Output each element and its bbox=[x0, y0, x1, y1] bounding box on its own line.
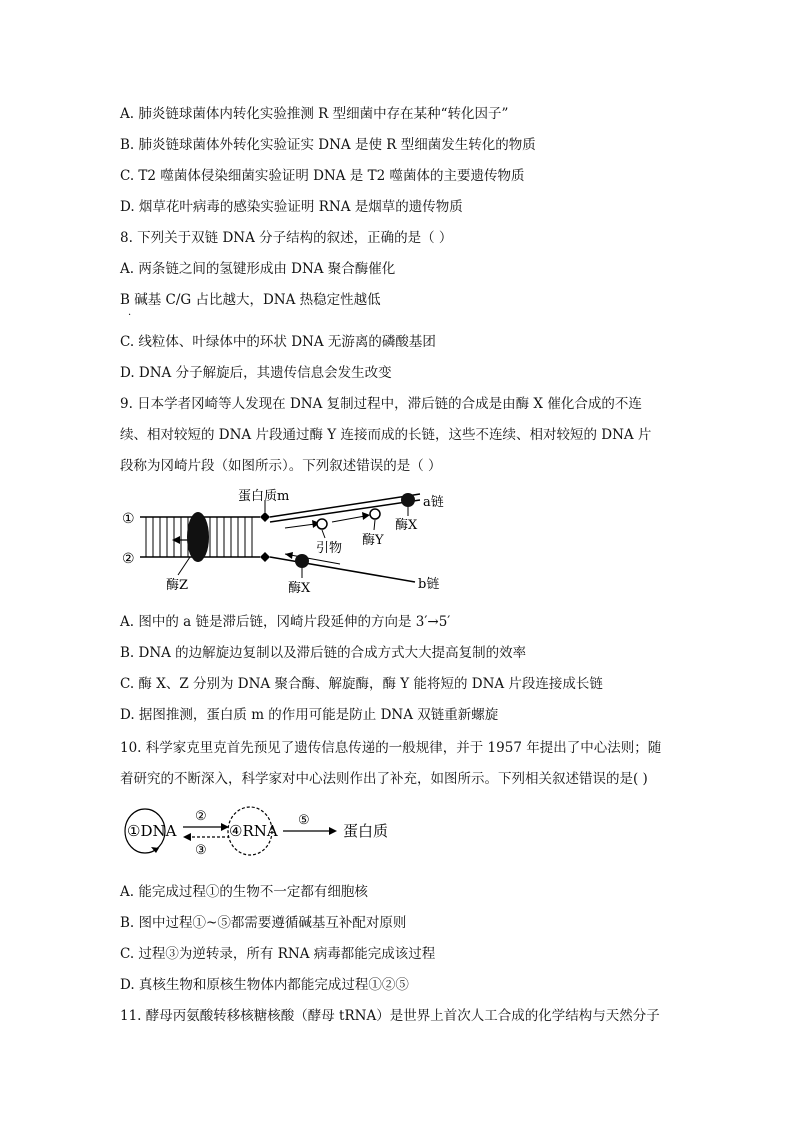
label-process-5: ⑤ bbox=[298, 813, 310, 828]
okazaki-diagram-svg bbox=[110, 482, 470, 602]
q10-stem-line-1: 10. 科学家克里克首先预见了遗传信息传递的一般规律，并于 1957 年提出了中心法则；随 bbox=[120, 740, 662, 756]
q8-stem: 8. 下列关于双链 DNA 分子结构的叙述，正确的是（ ） bbox=[120, 230, 453, 246]
label-b-chain: b链 bbox=[418, 577, 440, 592]
q8-option-c: C. 线粒体、叶绿体中的环状 DNA 无游离的磷酸基团 bbox=[120, 334, 436, 350]
q10-option-c: C. 过程③为逆转录，所有 RNA 病毒都能完成该过程 bbox=[120, 946, 436, 962]
q8-option-d: D. DNA 分子解旋后，其遗传信息会发生改变 bbox=[120, 365, 392, 381]
label-process-2: ② bbox=[195, 809, 207, 824]
q10-option-d: D. 真核生物和原核生物体内都能完成过程①②⑤ bbox=[120, 977, 409, 993]
label-enzyme-z: 酶Z bbox=[166, 578, 189, 593]
node-dna: ①DNA bbox=[127, 822, 177, 840]
okazaki-diagram bbox=[110, 482, 470, 602]
q9-option-d: D. 据图推测，蛋白质 m 的作用可能是防止 DNA 双链重新螺旋 bbox=[120, 707, 499, 723]
label-enzyme-y: 酶Y bbox=[362, 533, 384, 548]
label-a-chain: a链 bbox=[423, 495, 444, 510]
label-process-3: ③ bbox=[195, 843, 207, 858]
q11-stem: 11. 酵母丙氨酸转移核糖核酸（酵母 tRNA）是世界上首次人工合成的化学结构与天然分子 bbox=[120, 1008, 660, 1024]
label-strand-1: ① bbox=[122, 511, 135, 527]
q8-option-b: B 碱基 C/G 占比越大，DNA 热稳定性越低 bbox=[120, 292, 381, 308]
q9-stem-line-3: 段称为冈崎片段（如图所示）。下列叙述错误的是（ ） bbox=[120, 458, 442, 474]
node-rna: ④RNA bbox=[229, 822, 278, 840]
label-enzyme-x-top: 酶X bbox=[395, 518, 418, 533]
enzyme-z-shape bbox=[187, 512, 209, 562]
label-strand-2: ② bbox=[122, 551, 135, 567]
q7-option-a: A. 肺炎链球菌体内转化实验推测 R 型细菌中存在某种“转化因子” bbox=[120, 106, 509, 122]
central-dogma-svg bbox=[115, 800, 415, 862]
q9-stem-line-2: 续、相对较短的 DNA 片段通过酶 Y 连接而成的长链，这些不连续、相对较短的 DNA 片 bbox=[120, 427, 652, 443]
node-protein: 蛋白质 bbox=[343, 822, 389, 840]
q9-stem-line-1: 9. 日本学者冈崎等人发现在 DNA 复制过程中，滞后链的合成是由酶 X 催化合成的不连 bbox=[120, 396, 642, 412]
label-protein-m: 蛋白质m bbox=[238, 489, 290, 504]
q10-stem-line-2: 着研究的不断深入，科学家对中心法则作出了补充，如图所示。下列相关叙述错误的是( ) bbox=[120, 771, 648, 787]
q7-option-c: C. T2 噬菌体侵染细菌实验证明 DNA 是 T2 噬菌体的主要遗传物质 bbox=[120, 168, 525, 184]
label-enzyme-x-bottom: 酶X bbox=[288, 581, 311, 596]
q10-option-b: B. 图中过程①~⑤都需要遵循碱基互补配对原则 bbox=[120, 915, 407, 931]
q7-option-d: D. 烟草花叶病毒的感染实验证明 RNA 是烟草的遗传物质 bbox=[120, 199, 463, 215]
stray-dot: · bbox=[128, 310, 132, 321]
q9-option-a: A. 图中的 a 链是滞后链，冈崎片段延伸的方向是 3′→5′ bbox=[120, 614, 451, 630]
label-primer: 引物 bbox=[316, 541, 343, 556]
q9-option-b: B. DNA 的边解旋边复制以及滞后链的合成方式大大提高复制的效率 bbox=[120, 645, 527, 661]
q10-option-a: A. 能完成过程①的生物不一定都有细胞核 bbox=[120, 884, 368, 900]
q7-option-b: B. 肺炎链球菌体外转化实验证实 DNA 是使 R 型细菌发生转化的物质 bbox=[120, 137, 536, 153]
central-dogma-diagram bbox=[115, 800, 415, 862]
q8-option-a: A. 两条链之间的氢键形成由 DNA 聚合酶催化 bbox=[120, 261, 396, 277]
q9-option-c: C. 酶 X、Z 分别为 DNA 聚合酶、解旋酶，酶 Y 能将短的 DNA 片段连接成长链 bbox=[120, 676, 603, 692]
